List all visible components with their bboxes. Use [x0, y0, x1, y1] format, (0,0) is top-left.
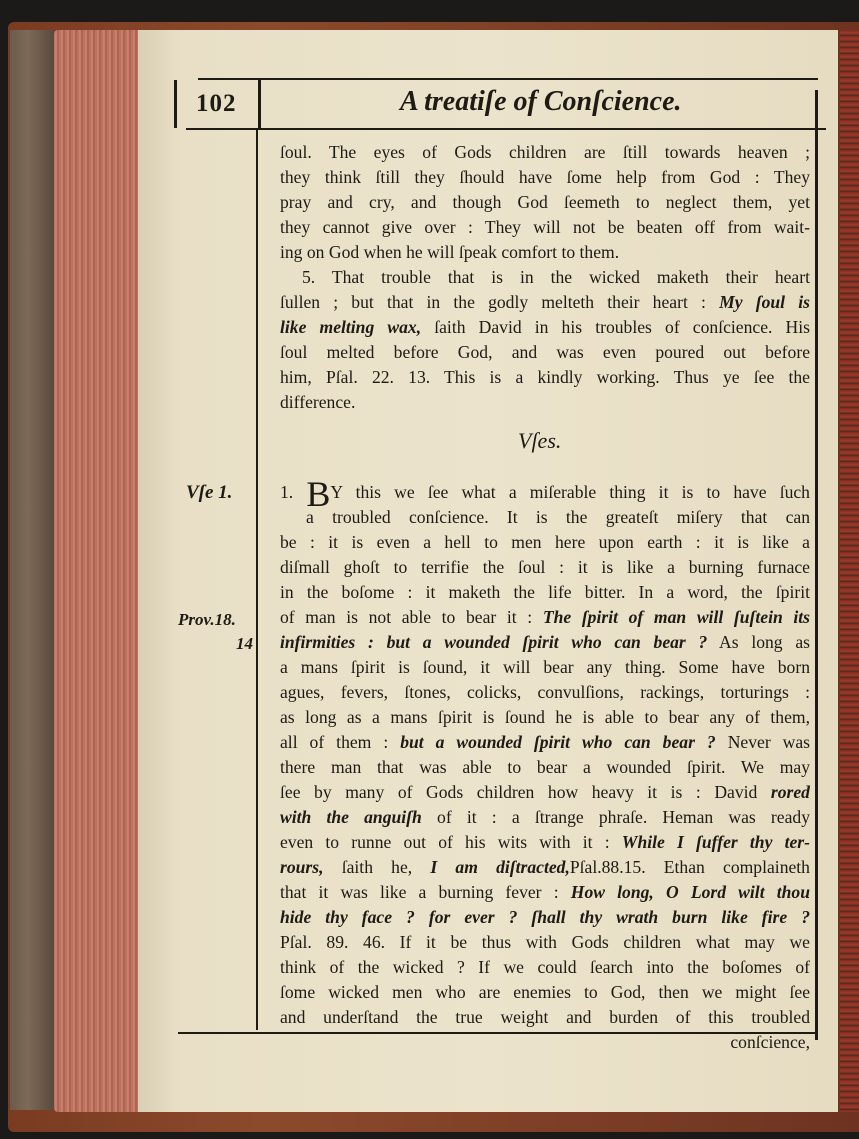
text-line: even to runne out of his wits with it : While I ſuffer thy ter- — [280, 832, 810, 852]
header-bracket-left — [174, 80, 177, 128]
catchword: conſcience, — [730, 1032, 810, 1052]
margin-note-prov: Prov.18. — [178, 610, 236, 629]
text-line: in the boſome : it maketh the life bitter. In a word, the ſpirit — [280, 582, 810, 602]
text-line: ing on God when he will ſpeak comfort to them. — [280, 242, 620, 262]
paragraph-block — [280, 140, 810, 415]
text-line: pray and cry, and though God ſeemeth to neglect them, yet — [280, 192, 810, 212]
margin-note-use: Vſe 1. — [186, 482, 233, 503]
text-line: they cannot give over : They will not be beaten off from wait- — [280, 217, 810, 237]
book-spine — [10, 30, 54, 1110]
text-line: there man that was able to bear a wounded ſpirit. We may — [280, 757, 810, 777]
section-heading: Vſes. — [518, 428, 562, 453]
text-line: ſoul. The eyes of Gods children are ſtill towards heaven ; — [280, 142, 810, 162]
margin-note-verse: 14 — [236, 634, 253, 653]
text-line: ſome wicked men who are enemies to God, then we might ſee — [280, 982, 810, 1002]
text-line: like melting wax, ſaith David in his troubles of conſcience. His — [280, 317, 810, 337]
right-border-rule — [815, 90, 818, 1040]
page-edges — [54, 30, 144, 1112]
text-line: ſullen ; but that in the godly melteth their heart : My ſoul is — [280, 292, 810, 312]
bookmark-ribbon — [840, 30, 859, 1112]
text-line: diſmall ghoſt to terrifie the ſoul : it is like a burning furnace — [280, 557, 810, 577]
text-line: a mans ſpirit is ſound, it will bear any thing. Some have born — [280, 657, 810, 677]
text-line: Pſal. 89. 46. If it be thus with Gods children what may we — [280, 932, 810, 952]
margin-column-rule — [256, 130, 258, 1030]
text-line: infirmities : but a wounded ſpirit who can bear ? As long as — [280, 632, 810, 652]
text-line: hide thy face ? for ever ? ſhall thy wrath burn like fire ? — [280, 907, 810, 927]
text-line: be : it is even a hell to men here upon earth : it is like a — [280, 532, 810, 552]
text-line: 1. BY this we ſee what a miſerable thing it is to have ſuch — [280, 474, 810, 514]
text-line: all of them : but a wounded ſpirit who can bear ? Never was — [280, 732, 811, 752]
header-bracket-mid — [258, 80, 261, 128]
text-line: ſoul melted before God, and was even poured out before — [280, 342, 810, 362]
drop-cap: B — [306, 474, 331, 514]
text-line: of man is not able to bear it : The ſpirit of man will ſuſtein its — [280, 607, 810, 627]
text-line: as long as a mans ſpirit is ſound he is able to bear any of them, — [280, 707, 810, 727]
text-line: with the anguiſh of it : a ſtrange phraſe. Heman was ready — [280, 807, 810, 827]
running-title: A treatiſe of Conſcience. — [400, 86, 682, 117]
text-line: difference. — [280, 392, 356, 412]
text-line: think of the wicked ? If we could ſearch into the boſomes of — [280, 957, 810, 977]
text-line: him, Pſal. 22. 13. This is a kindly working. Thus ye ſee the — [280, 367, 810, 387]
header-bottom-rule — [186, 128, 826, 130]
text-line: ſee by many of Gods children how heavy it is : David rored — [280, 782, 810, 802]
text-line: agues, fevers, ſtones, colicks, convulſions, rackings, torturings : — [280, 682, 810, 702]
text-line: that it was like a burning fever : How long, O Lord wilt thou — [280, 882, 810, 902]
page-number: 102 — [196, 90, 237, 117]
text-line: a troubled conſcience. It is the greateſt miſery that can — [306, 507, 810, 527]
uses-paragraph — [280, 474, 811, 1055]
header-top-rule — [198, 78, 818, 80]
text-line: and underſtand the true weight and burden of this troubled — [280, 1007, 810, 1027]
book-page — [138, 30, 838, 1112]
text-line: rours, ſaith he, I am diſtracted,Pſal.88.15. Ethan complaineth — [280, 857, 810, 877]
text-line: they think ſtill they ſhould have ſome help from God : They — [280, 167, 810, 187]
text-line: 5. That trouble that is in the wicked maketh their heart — [302, 267, 810, 287]
